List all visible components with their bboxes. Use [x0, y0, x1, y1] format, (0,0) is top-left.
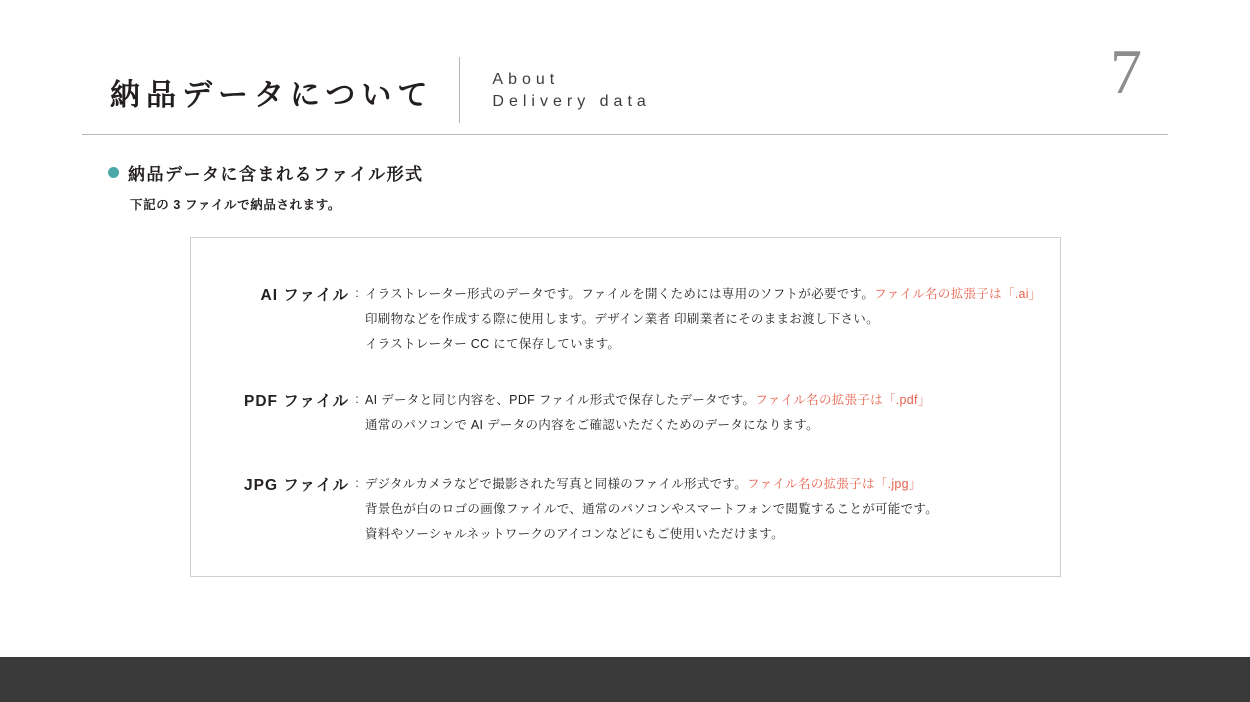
page-title-english-line1: About: [492, 71, 560, 88]
file-description-line: [365, 388, 931, 413]
file-format-box: [190, 237, 1061, 577]
page-title-english: [492, 55, 650, 113]
page-number: 7: [1110, 36, 1142, 107]
file-row: [241, 282, 1042, 357]
header-rule: [82, 134, 1168, 135]
title-divider: [459, 57, 460, 123]
file-description-line: 印刷物などを作成する際に使用します。デザイン業者 印刷業者にそのままお渡し下さい。: [365, 312, 879, 326]
page-title-japanese: 納品データについて: [110, 79, 434, 112]
file-row: [241, 472, 938, 547]
file-description-text: デジタルカメラなどで撮影された写真と同様のファイル形式です。: [365, 477, 748, 491]
file-description-line: 背景色が白のロゴの画像ファイルで、通常のパソコンやスマートフォンで閲覧することが可能です。: [365, 502, 939, 516]
file-extension-note: ファイル名の拡張子は「.ai」: [874, 287, 1042, 301]
file-colon: :: [355, 476, 359, 490]
file-description-line: [365, 472, 938, 497]
file-label-ai: AI ファイル: [260, 287, 349, 304]
file-description-line: 通常のパソコンで AI データの内容をご確認いただくためのデータになります。: [365, 418, 819, 432]
bullet-dot-icon: [108, 167, 119, 178]
file-row: [241, 388, 931, 438]
file-description-line: イラストレーター CC にて保存しています。: [365, 337, 621, 351]
file-description-jpg: [365, 472, 938, 547]
section-heading-label: 納品データに含まれるファイル形式: [128, 165, 424, 184]
file-description-pdf: [365, 388, 931, 438]
footer-bar: [0, 657, 1250, 702]
file-description-text: イラストレーター形式のデータです。ファイルを開くためには専用のソフトが必要です。: [365, 287, 875, 301]
file-description-line: 資料やソーシャルネットワークのアイコンなどにもご使用いただけます。: [365, 527, 784, 541]
slide-header: [110, 55, 1140, 133]
file-description-line: [365, 282, 1042, 307]
section-heading: [108, 160, 424, 185]
file-colon: :: [355, 286, 359, 300]
file-description-text: AI データと同じ内容を、PDF ファイル形式で保存したデータです。: [365, 393, 756, 407]
file-extension-note: ファイル名の拡張子は「.pdf」: [755, 393, 931, 407]
file-label-pdf: PDF ファイル: [244, 393, 349, 410]
file-extension-note: ファイル名の拡張子は「.jpg」: [747, 477, 922, 491]
section-subtitle: 下記の 3 ファイルで納品されます。: [130, 198, 341, 212]
file-colon: :: [355, 392, 359, 406]
file-label-jpg: JPG ファイル: [243, 477, 349, 494]
page-title-english-line2: Delivery data: [492, 93, 651, 110]
file-description-ai: [365, 282, 1042, 357]
